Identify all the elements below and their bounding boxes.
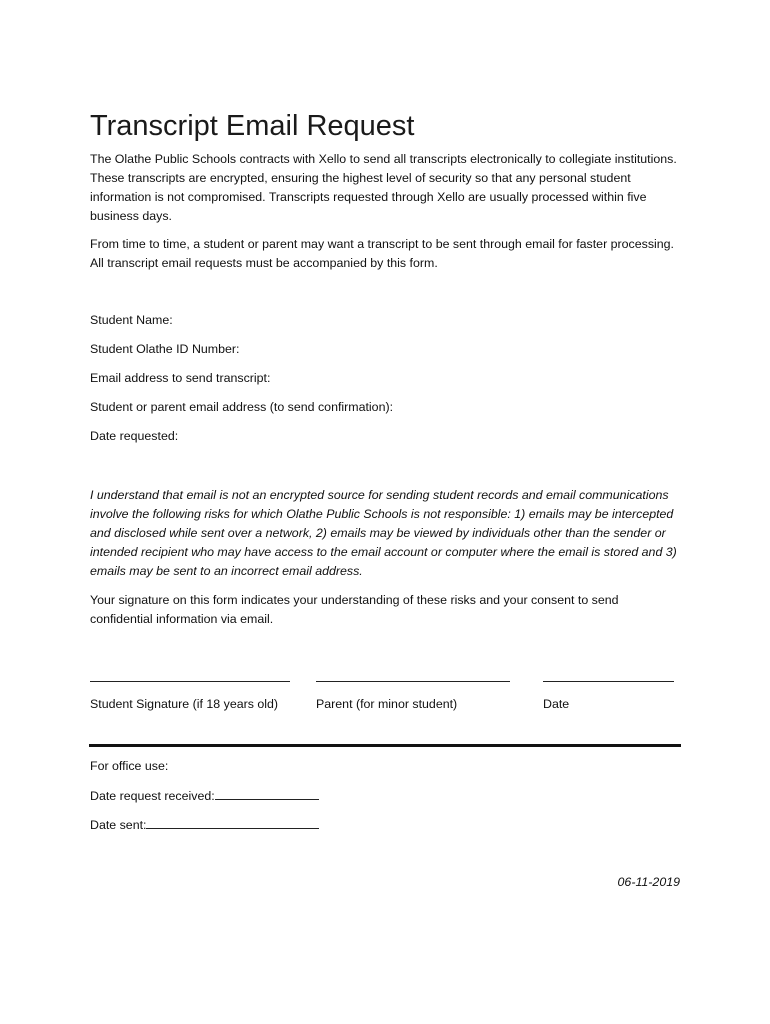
parent-signature-label: Parent (for minor student)	[316, 697, 458, 711]
processing-paragraph: From time to time, a student or parent may want a transcript to be sent through email for faster processing. All transcript email requests must be accompanied by this form.	[90, 237, 674, 270]
date-received-blank	[215, 788, 319, 800]
date-received-row	[90, 788, 319, 803]
student-id-field: Student Olathe ID Number:	[90, 342, 240, 356]
signature-date-line	[543, 681, 674, 682]
office-use-heading: For office use:	[90, 759, 169, 773]
date-sent-row	[90, 817, 319, 832]
revision-date: 06-11-2019	[617, 875, 680, 889]
student-name-field: Student Name:	[90, 313, 173, 327]
section-divider	[89, 744, 681, 747]
date-sent-blank	[146, 817, 319, 829]
date-requested-field: Date requested:	[90, 429, 179, 443]
risk-disclaimer: I understand that email is not an encrypted source for sending student records and email communications involve the following risks for which Olathe Public Schools is not responsible: 1) emails may be intercepted and disclosed while sent over a network, 2) emails may be viewed by individuals other than the sender or intended recipient who may have access to the email account or computer where the email is stored and 3) emails may be sent to an incorrect email address.	[90, 488, 677, 578]
send-email-field: Email address to send transcript:	[90, 371, 271, 385]
intro-paragraph: The Olathe Public Schools contracts with Xello to send all transcripts electronically to collegiate institutions. These transcripts are encrypted, ensuring the highest level of security so that any personal student information is not compromised. Transcripts requested through Xello are usually processed within five business days.	[90, 152, 677, 223]
page-title: Transcript Email Request	[90, 110, 415, 142]
consent-statement: Your signature on this form indicates your understanding of these risks and your consent to send confidential information via email.	[90, 593, 619, 626]
student-signature-line	[90, 681, 290, 682]
signature-date-label: Date	[543, 697, 570, 711]
date-received-label: Date request received:	[90, 789, 215, 803]
student-signature-label: Student Signature (if 18 years old)	[90, 697, 279, 711]
date-sent-label: Date sent:	[90, 818, 147, 832]
parent-signature-line	[316, 681, 510, 682]
confirmation-email-field: Student or parent email address (to send confirmation):	[90, 400, 394, 414]
